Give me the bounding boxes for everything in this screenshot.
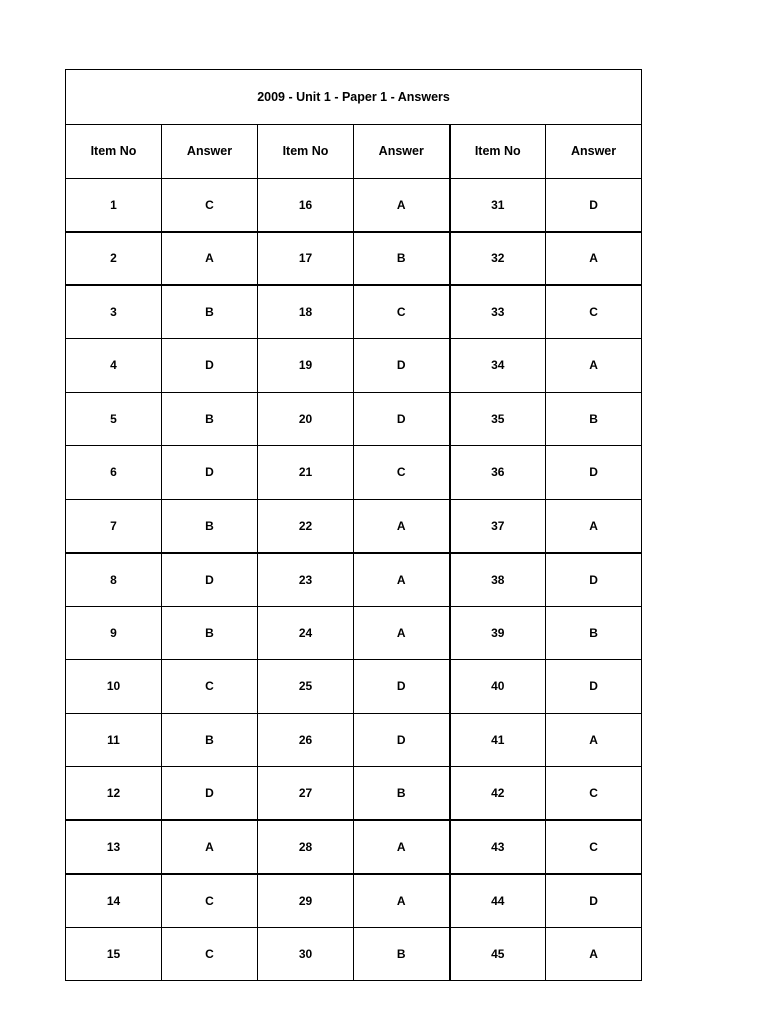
answer-cell-2: D — [354, 339, 450, 393]
header-item-no-1: Item No — [66, 125, 162, 179]
item-no-cell-2: 21 — [258, 446, 354, 500]
answer-cell-1: B — [162, 499, 258, 553]
item-no-cell-1: 15 — [66, 927, 162, 981]
table-row — [66, 713, 642, 767]
table-row — [66, 553, 642, 607]
item-no-cell-1: 11 — [66, 713, 162, 767]
table-row — [66, 606, 642, 660]
item-no-cell-3: 34 — [450, 339, 546, 393]
item-no-cell-2: 19 — [258, 339, 354, 393]
item-no-cell-1: 13 — [66, 820, 162, 874]
answer-cell-2: A — [354, 606, 450, 660]
answer-cell-2: A — [354, 874, 450, 928]
item-no-cell-3: 38 — [450, 553, 546, 607]
answer-cell-1: C — [162, 660, 258, 714]
item-no-cell-2: 18 — [258, 285, 354, 339]
header-answer-1: Answer — [162, 125, 258, 179]
item-no-cell-2: 23 — [258, 553, 354, 607]
answer-cell-3: A — [546, 713, 642, 767]
answer-cell-2: B — [354, 767, 450, 821]
table-title: 2009 - Unit 1 - Paper 1 - Answers — [66, 70, 642, 125]
answer-cell-1: C — [162, 178, 258, 232]
answer-cell-2: A — [354, 499, 450, 553]
item-no-cell-1: 3 — [66, 285, 162, 339]
item-no-cell-1: 14 — [66, 874, 162, 928]
item-no-cell-2: 26 — [258, 713, 354, 767]
table-row — [66, 927, 642, 981]
item-no-cell-3: 40 — [450, 660, 546, 714]
item-no-cell-2: 20 — [258, 392, 354, 446]
answer-table — [65, 69, 642, 981]
item-no-cell-3: 45 — [450, 927, 546, 981]
answer-cell-2: D — [354, 392, 450, 446]
table-row — [66, 178, 642, 232]
answer-cell-1: A — [162, 820, 258, 874]
answer-cell-3: A — [546, 499, 642, 553]
item-no-cell-3: 44 — [450, 874, 546, 928]
header-item-no-2: Item No — [258, 125, 354, 179]
title-row — [66, 70, 642, 125]
item-no-cell-2: 16 — [258, 178, 354, 232]
table-row — [66, 767, 642, 821]
item-no-cell-3: 41 — [450, 713, 546, 767]
item-no-cell-3: 39 — [450, 606, 546, 660]
answer-cell-3: B — [546, 606, 642, 660]
answer-cell-3: B — [546, 392, 642, 446]
item-no-cell-2: 28 — [258, 820, 354, 874]
answer-cell-2: A — [354, 820, 450, 874]
answer-cell-1: B — [162, 606, 258, 660]
answer-cell-3: C — [546, 767, 642, 821]
answer-cell-1: C — [162, 927, 258, 981]
item-no-cell-1: 5 — [66, 392, 162, 446]
item-no-cell-2: 22 — [258, 499, 354, 553]
answer-cell-1: A — [162, 232, 258, 286]
item-no-cell-1: 12 — [66, 767, 162, 821]
item-no-cell-3: 42 — [450, 767, 546, 821]
table-row — [66, 392, 642, 446]
item-no-cell-3: 36 — [450, 446, 546, 500]
item-no-cell-2: 29 — [258, 874, 354, 928]
item-no-cell-3: 31 — [450, 178, 546, 232]
table-row — [66, 285, 642, 339]
answer-cell-3: D — [546, 178, 642, 232]
answer-cell-1: B — [162, 713, 258, 767]
item-no-cell-3: 43 — [450, 820, 546, 874]
answer-cell-3: A — [546, 927, 642, 981]
answer-cell-1: D — [162, 767, 258, 821]
item-no-cell-2: 25 — [258, 660, 354, 714]
answer-cell-2: B — [354, 927, 450, 981]
answer-cell-3: A — [546, 339, 642, 393]
item-no-cell-3: 32 — [450, 232, 546, 286]
item-no-cell-2: 24 — [258, 606, 354, 660]
item-no-cell-1: 8 — [66, 553, 162, 607]
header-answer-3: Answer — [546, 125, 642, 179]
answer-cell-2: D — [354, 713, 450, 767]
item-no-cell-2: 30 — [258, 927, 354, 981]
table-row — [66, 232, 642, 286]
header-row — [66, 125, 642, 179]
header-item-no-3: Item No — [450, 125, 546, 179]
item-no-cell-1: 9 — [66, 606, 162, 660]
answer-cell-3: D — [546, 553, 642, 607]
item-no-cell-1: 6 — [66, 446, 162, 500]
header-answer-2: Answer — [354, 125, 450, 179]
item-no-cell-1: 7 — [66, 499, 162, 553]
answer-cell-3: D — [546, 874, 642, 928]
item-no-cell-1: 10 — [66, 660, 162, 714]
answer-cell-1: B — [162, 392, 258, 446]
answer-cell-3: D — [546, 660, 642, 714]
table-row — [66, 820, 642, 874]
item-no-cell-3: 37 — [450, 499, 546, 553]
answer-cell-2: C — [354, 446, 450, 500]
item-no-cell-2: 27 — [258, 767, 354, 821]
answer-cell-2: C — [354, 285, 450, 339]
table-row — [66, 874, 642, 928]
item-no-cell-3: 35 — [450, 392, 546, 446]
answer-cell-1: B — [162, 285, 258, 339]
item-no-cell-1: 1 — [66, 178, 162, 232]
item-no-cell-2: 17 — [258, 232, 354, 286]
table-row — [66, 660, 642, 714]
table-row — [66, 446, 642, 500]
table-row — [66, 339, 642, 393]
item-no-cell-3: 33 — [450, 285, 546, 339]
answer-cell-3: A — [546, 232, 642, 286]
answer-cell-3: C — [546, 820, 642, 874]
item-no-cell-1: 2 — [66, 232, 162, 286]
table-row — [66, 499, 642, 553]
answer-cell-2: B — [354, 232, 450, 286]
answer-cell-3: D — [546, 446, 642, 500]
item-no-cell-1: 4 — [66, 339, 162, 393]
answer-cell-1: C — [162, 874, 258, 928]
answer-cell-2: D — [354, 660, 450, 714]
answer-cell-2: A — [354, 553, 450, 607]
answer-cell-3: C — [546, 285, 642, 339]
answer-cell-1: D — [162, 446, 258, 500]
answer-cell-1: D — [162, 553, 258, 607]
answer-cell-1: D — [162, 339, 258, 393]
answer-cell-2: A — [354, 178, 450, 232]
